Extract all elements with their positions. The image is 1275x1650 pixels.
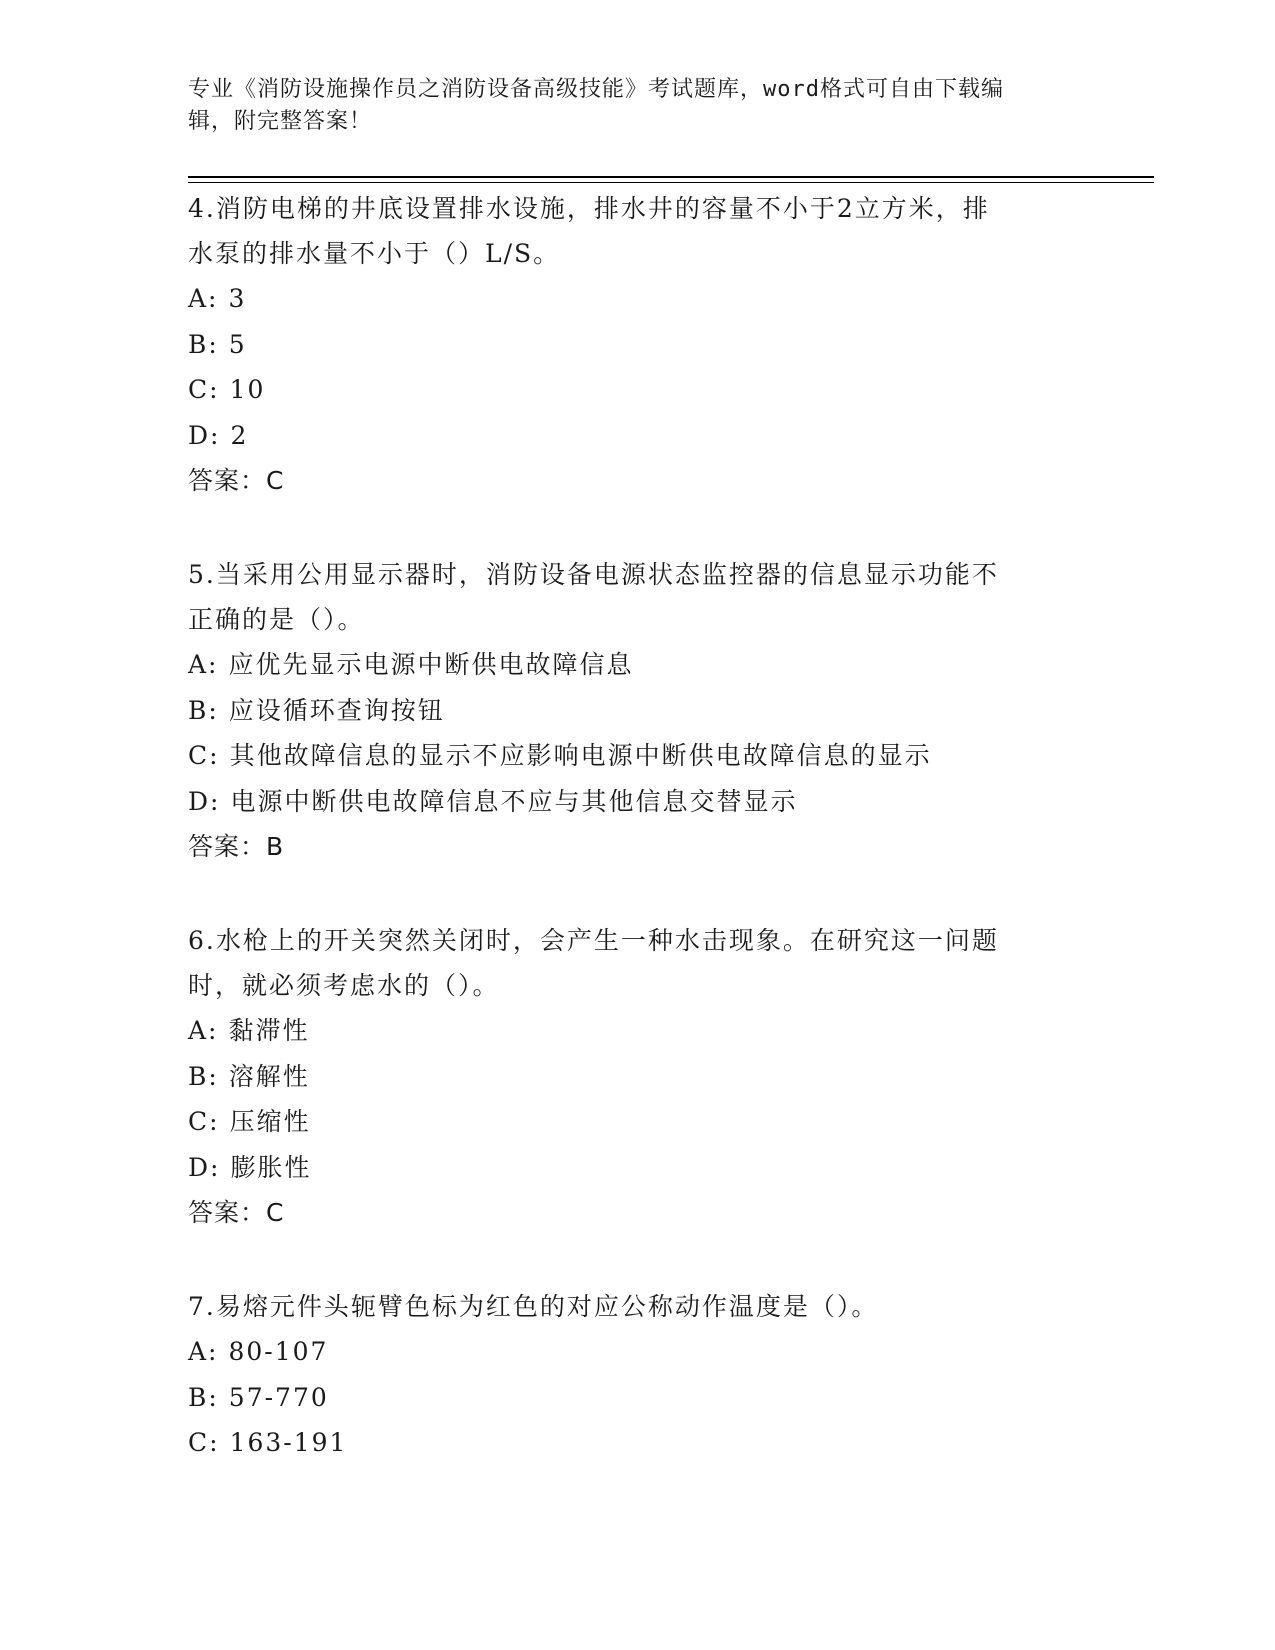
question-6 — [188, 918, 1068, 1235]
question-text-line: 时，就必须考虑水的（）。 — [188, 971, 500, 1000]
option-text: 其他故障信息的显示不应影响电源中断供电故障信息的显示 — [229, 741, 932, 770]
option-c — [188, 367, 1068, 413]
option-c — [188, 1420, 1068, 1466]
option-text: 57-770 — [228, 1382, 329, 1412]
question-list — [188, 186, 1068, 1515]
question-text-line: 5.当采用公用显示器时，消防设备电源状态监控器的信息显示功能不 — [188, 560, 999, 589]
option-b — [188, 1054, 1068, 1100]
option-a — [188, 1329, 1068, 1375]
option-key: B: — [188, 695, 219, 725]
question-text-line: 4.消防电梯的井底设置排水设施，排水井的容量不小于2立方米，排 — [188, 194, 990, 223]
question-text-line: 水泵的排水量不小于（）L/S。 — [188, 239, 561, 268]
option-key: B: — [188, 1061, 219, 1091]
question-text-line: 正确的是（）。 — [188, 605, 365, 634]
header-rule-thick — [188, 176, 1154, 178]
question-text-line: 7.易熔元件头轭臂色标为红色的对应公称动作温度是（）。 — [188, 1292, 879, 1321]
option-key: A: — [188, 650, 219, 679]
option-key: A: — [188, 1016, 219, 1045]
option-key: C: — [188, 1428, 220, 1457]
option-text: 10 — [229, 375, 266, 404]
question-4 — [188, 186, 1068, 503]
question-text-line: 6.水枪上的开关突然关闭时，会产生一种水击现象。在研究这一问题 — [188, 926, 999, 955]
option-c — [188, 733, 1068, 779]
question-7 — [188, 1284, 1068, 1466]
answer-line: 答案：B — [188, 832, 285, 861]
option-d — [188, 779, 1068, 825]
option-b — [188, 1375, 1068, 1421]
option-text: 5 — [228, 329, 247, 359]
option-text: 3 — [228, 284, 247, 313]
option-text: 80-107 — [228, 1337, 329, 1366]
option-key: A: — [188, 284, 219, 313]
option-key: B: — [188, 1382, 219, 1412]
option-a — [188, 1008, 1068, 1054]
option-d — [188, 413, 1068, 459]
option-text: 压缩性 — [229, 1107, 311, 1136]
option-a — [188, 276, 1068, 322]
option-text: 应优先显示电源中断供电故障信息 — [228, 650, 634, 679]
option-key: D: — [188, 420, 221, 450]
header-rule-thin — [188, 182, 1154, 183]
option-key: C: — [188, 375, 220, 404]
option-key: A: — [188, 1337, 219, 1366]
option-b — [188, 688, 1068, 734]
option-text: 2 — [230, 420, 249, 450]
option-b — [188, 322, 1068, 368]
option-text: 电源中断供电故障信息不应与其他信息交替显示 — [230, 786, 798, 816]
option-key: C: — [188, 741, 220, 770]
option-text: 应设循环查询按钮 — [228, 695, 445, 725]
option-text: 溶解性 — [228, 1061, 310, 1091]
option-a — [188, 642, 1068, 688]
option-key: D: — [188, 786, 221, 816]
option-text: 163-191 — [229, 1428, 348, 1457]
option-text: 膨胀性 — [230, 1152, 312, 1182]
answer-line: 答案：C — [188, 1198, 285, 1227]
option-d — [188, 1145, 1068, 1191]
option-key: C: — [188, 1107, 220, 1136]
option-c — [188, 1099, 1068, 1145]
header-line-2: 辑，附完整答案！ — [188, 109, 373, 134]
answer-line: 答案：C — [188, 466, 285, 495]
header-line-1: 专业《消防设施操作员之消防设备高级技能》考试题库，word格式可自由下载编 — [188, 77, 1004, 102]
option-key: D: — [188, 1152, 221, 1182]
option-key: B: — [188, 329, 219, 359]
document-header — [188, 74, 1068, 138]
question-5 — [188, 552, 1068, 869]
option-text: 黏滞性 — [228, 1016, 310, 1045]
